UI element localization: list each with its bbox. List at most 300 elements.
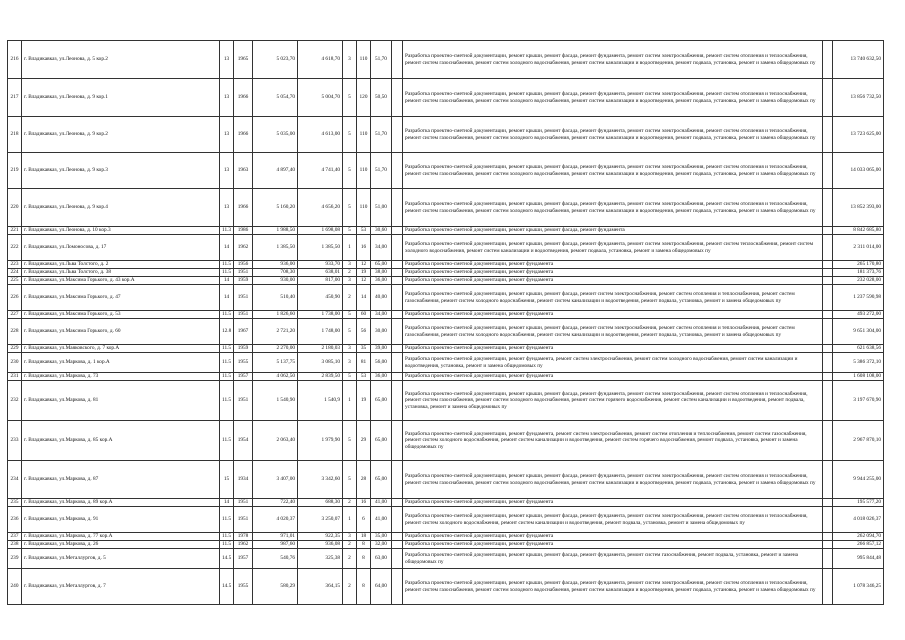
cost-cell: 4 018 026,37 [833, 507, 884, 533]
wear-cell: 51,70 [371, 117, 392, 153]
apartments-cell: 56 [357, 319, 371, 345]
wear-cell: 64,00 [371, 569, 392, 605]
row-number: 232 [8, 381, 22, 421]
address-cell: г. Владикавказ, ул.Ломоносова, д. 17 [22, 235, 220, 261]
table-row [8, 261, 884, 269]
total-area-cell: 5 160,20 [253, 189, 298, 227]
apartments-cell: 60 [357, 311, 371, 319]
year-cell: 1959 [234, 345, 253, 353]
year-cell: 1966 [234, 189, 253, 227]
living-area-cell: 3 085,10 [298, 353, 343, 373]
cost-cell: 181 373,76 [833, 269, 884, 277]
apartments-cell: 8 [357, 541, 371, 549]
table-row [8, 269, 884, 277]
address-cell: г. Владикавказ, ул.Маркова, д. 26 [22, 541, 220, 549]
apartments-cell: 8 [357, 549, 371, 569]
wear-cell: 34,00 [371, 311, 392, 319]
blank-cell [823, 345, 833, 353]
floors-cell: 11.3 [220, 227, 234, 235]
address-cell: г. Владикавказ, ул.Маяковского, д. 7 кор.А [22, 345, 220, 353]
row-number: 222 [8, 235, 22, 261]
address-cell: г. Владикавказ, ул.Маркова, д. 89 кор.А [22, 499, 220, 507]
cost-cell: 995 844,48 [833, 549, 884, 569]
cost-cell: 3 197 670,90 [833, 381, 884, 421]
blank-cell [823, 373, 833, 381]
apartments-cell: 28 [357, 461, 371, 499]
address-cell: г. Владикавказ, ул.Льва Толстого, д. 38 [22, 269, 220, 277]
row-number: 226 [8, 285, 22, 311]
table-row [8, 381, 884, 421]
works-cell: Разработка проектно-сметной документации, ремонт крыши, ремонт фасада, ремонт фундамента, ремонт систем электроснабжения, ремонт систем отопления и теплоснабжения, ремонт систем газоснабжения, ремонт систем холодного водоснабжения, ремонт систем горячего водоснабжения, ремонт систем канализации и водоотведения, ремонт подвала, установка, ремонт и замена общедомовых пу [403, 381, 823, 421]
blank-cell [392, 319, 403, 345]
living-area-cell: 2 180,03 [298, 345, 343, 353]
cost-cell: 232 028,00 [833, 277, 884, 285]
apartments-cell: 12 [357, 277, 371, 285]
row-number: 236 [8, 507, 22, 533]
row-number: 218 [8, 117, 22, 153]
table-row [8, 189, 884, 227]
cost-cell: 262 094,70 [833, 533, 884, 541]
blank-cell [823, 261, 833, 269]
works-cell: Разработка проектно-сметной документации, ремонт крыши, ремонт фасада, ремонт фундамента, ремонт систем электроснабжения, ремонт систем отопления и теплоснабжения, ремонт систем газоснабжения, ремонт систем холодного водоснабжения, ремонт систем канализации и водоотведения, ремонт подвала, установка, ремонт и замена общедомовых пу [403, 41, 823, 79]
year-cell: 1934 [234, 461, 253, 499]
entrances-cell: 5 [343, 373, 357, 381]
floors-cell: 12.8 [220, 319, 234, 345]
cost-cell: 195 577,20 [833, 499, 884, 507]
total-area-cell: 5 023,70 [253, 41, 298, 79]
works-cell: Разработка проектно-сметной документации, ремонт крыши, ремонт фасада, ремонт фундамента, ремонт систем электроснабжения, ремонт систем отопления и теплоснабжения, ремонт систем газоснабжения, ремонт систем холодного водоснабжения, ремонт систем канализации и водоотведения, ремонт подвала, установка, ремонт и замена общедомовых пу [403, 117, 823, 153]
row-number: 237 [8, 533, 22, 541]
year-cell: 1951 [234, 507, 253, 533]
blank-cell [392, 499, 403, 507]
row-number: 239 [8, 549, 22, 569]
works-cell: Разработка проектно-сметной документации, ремонт крыши, ремонт фасада, ремонт фундамента, ремонт систем электроснабжения, ремонт систем отопления и теплоснабжения, ремонт систем холодного водоснабжения, ремонт систем канализации и водоотведения, ремонт подвала, установка, ремонт и замена общедомовых пу [403, 507, 823, 533]
blank-cell [823, 117, 833, 153]
works-cell: Разработка проектно-сметной документации, ремонт фундамента [403, 311, 823, 319]
works-cell: Разработка проектно-сметной документации, ремонт фундамента, ремонт систем электроснабжения, ремонт систем холодного водоснабжения, ремонт систем канализации и водоотведения, установка, ремонт и замена общедомовых пу [403, 353, 823, 373]
wear-cell: 36,00 [371, 373, 392, 381]
wear-cell: 35,00 [371, 533, 392, 541]
works-cell: Разработка проектно-сметной документации, ремонт крыши, ремонт фасада, ремонт фундамента, ремонт систем электроснабжения, ремонт систем отопления и теплоснабжения, ремонт систем газоснабжения, ремонт систем холодного водоснабжения, ремонт систем канализации и водоотведения, ремонт подвала, установка, ремонт и замена общедомовых пу [403, 153, 823, 189]
living-area-cell: 2 839,50 [298, 373, 343, 381]
apartments-cell: 12 [357, 261, 371, 269]
address-cell: г. Владикавказ, ул.Маркова, д. 85 кор.А [22, 421, 220, 461]
blank-cell [392, 569, 403, 605]
wear-cell: 39,00 [371, 345, 392, 353]
apartments-cell: 18 [357, 533, 371, 541]
apartments-cell: 120 [357, 79, 371, 117]
living-area-cell: 1 540,9 [298, 381, 343, 421]
row-number: 221 [8, 227, 22, 235]
entrances-cell: 2 [343, 541, 357, 549]
table-row [8, 235, 884, 261]
entrances-cell: 5 [343, 153, 357, 189]
living-area-cell: 4 613,00 [298, 117, 343, 153]
floors-cell: 14 [220, 235, 234, 261]
address-cell: г. Владикавказ, ул.Леонова, д. 9 кор.3 [22, 153, 220, 189]
blank-cell [392, 117, 403, 153]
table-row [8, 79, 884, 117]
total-area-cell: 722,40 [253, 499, 298, 507]
floors-cell: 13 [220, 153, 234, 189]
cost-cell: 266 857,12 [833, 541, 884, 549]
floors-cell: 13 [220, 41, 234, 79]
total-area-cell: 4 897,40 [253, 153, 298, 189]
living-area-cell: 1 698,08 [298, 227, 343, 235]
blank-cell [823, 285, 833, 311]
year-cell: 1956 [234, 261, 253, 269]
year-cell: 1966 [234, 79, 253, 117]
wear-cell: 30,00 [371, 319, 392, 345]
works-cell: Разработка проектно-сметной документации, ремонт фундамента [403, 277, 823, 285]
year-cell: 1957 [234, 549, 253, 569]
address-cell: г. Владикавказ, ул.Леонова, д. 10 кор.3 [22, 227, 220, 235]
entrances-cell: 3 [343, 277, 357, 285]
table-row [8, 499, 884, 507]
address-cell: г. Владикавказ, ул.Леонова, д. 9 кор.1 [22, 79, 220, 117]
cost-cell: 13 740 632,50 [833, 41, 884, 79]
table-row [8, 311, 884, 319]
total-area-cell: 971,01 [253, 533, 298, 541]
blank-cell [823, 153, 833, 189]
blank-cell [823, 79, 833, 117]
wear-cell: 30,60 [371, 227, 392, 235]
blank-cell [392, 381, 403, 421]
cost-cell: 1 608 108,00 [833, 373, 884, 381]
blank-cell [392, 541, 403, 549]
table-row [8, 569, 884, 605]
year-cell: 1955 [234, 569, 253, 605]
floors-cell: 14.5 [220, 569, 234, 605]
works-cell: Разработка проектно-сметной документации, ремонт фундамента [403, 345, 823, 353]
living-area-cell: 4 741,40 [298, 153, 343, 189]
entrances-cell: 2 [343, 569, 357, 605]
living-area-cell: 3 250,07 [298, 507, 343, 533]
entrances-cell: 3 [343, 533, 357, 541]
works-cell: Разработка проектно-сметной документации, ремонт крыши, ремонт фасада, ремонт систем электроснабжения, ремонт систем отопления и теплоснабжения, ремонт систем газоснабжения, ремонт систем холодного водоснабжения, ремонт систем канализации и водоотведения, ремонт подвала, установка, ремонт и замена общедомовых пу [403, 319, 823, 345]
works-cell: Разработка проектно-сметной документации, ремонт крыши, ремонт фасада, ремонт фундамента, ремонт систем электроснабжения, ремонт систем отопления и теплоснабжения, ремонт систем газоснабжения, ремонт систем холодного водоснабжения, ремонт систем канализации и водоотведения, ремонт подвала, установка, ремонт и замена общедомовых пу [403, 569, 823, 605]
living-area-cell: 922,35 [298, 533, 343, 541]
floors-cell: 11.5 [220, 533, 234, 541]
blank-cell [823, 277, 833, 285]
blank-cell [392, 373, 403, 381]
capital-repair-table [7, 40, 884, 605]
entrances-cell: 5 [343, 189, 357, 227]
address-cell: г. Владикавказ, ул.Максима Горького, д. 60 [22, 319, 220, 345]
wear-cell: 34,00 [371, 235, 392, 261]
row-number: 229 [8, 345, 22, 353]
total-area-cell: 936,00 [253, 261, 298, 269]
floors-cell: 11.5 [220, 311, 234, 319]
address-cell: г. Владикавказ, ул.Маркова, д. 77 кор.А [22, 533, 220, 541]
living-area-cell: 1 385,50 [298, 235, 343, 261]
works-cell: Разработка проектно-сметной документации, ремонт крыши, ремонт фасада, ремонт фундамента [403, 227, 823, 235]
table-row [8, 373, 884, 381]
table-row [8, 227, 884, 235]
floors-cell: 13 [220, 189, 234, 227]
wear-cell: 32,00 [371, 541, 392, 549]
entrances-cell: 1 [343, 507, 357, 533]
apartments-cell: 110 [357, 117, 371, 153]
table-row [8, 345, 884, 353]
blank-cell [823, 533, 833, 541]
year-cell: 1963 [234, 153, 253, 189]
blank-cell [392, 79, 403, 117]
works-cell: Разработка проектно-сметной документации, ремонт крыши, ремонт фасада, ремонт фундамента, ремонт систем электроснабжения, ремонт систем отопления и теплоснабжения, ремонт систем газоснабжения, ремонт систем холодного водоснабжения, ремонт систем канализации и водоотведения, ремонт подвала, установка, ремонт и замена общедомовых пу [403, 189, 823, 227]
apartments-cell: 29 [357, 421, 371, 461]
total-area-cell: 4 020,37 [253, 507, 298, 533]
blank-cell [823, 319, 833, 345]
living-area-cell: 688,30 [298, 499, 343, 507]
address-cell: г. Владикавказ, ул.Металлургов, д. 5 [22, 549, 220, 569]
year-cell: 1978 [234, 533, 253, 541]
row-number: 230 [8, 353, 22, 373]
blank-cell [392, 311, 403, 319]
year-cell: 1951 [234, 269, 253, 277]
wear-cell: 36,00 [371, 277, 392, 285]
blank-cell [392, 277, 403, 285]
address-cell: г. Владикавказ, ул.Маркова, д. 1 кор.А [22, 353, 220, 373]
table-row [8, 461, 884, 499]
address-cell: г. Владикавказ, ул.Леонова, д. 9 кор.2 [22, 117, 220, 153]
wear-cell: 63,00 [371, 549, 392, 569]
year-cell: 1962 [234, 235, 253, 261]
living-area-cell: 933,70 [298, 261, 343, 269]
floors-cell: 11.5 [220, 373, 234, 381]
blank-cell [823, 353, 833, 373]
year-cell: 1955 [234, 353, 253, 373]
works-cell: Разработка проектно-сметной документации, ремонт фундамента [403, 373, 823, 381]
cost-cell: 13 852 393,00 [833, 189, 884, 227]
blank-cell [823, 311, 833, 319]
blank-cell [823, 569, 833, 605]
blank-cell [823, 461, 833, 499]
works-cell: Разработка проектно-сметной документации, ремонт крыши, ремонт фасада, ремонт фундамента, ремонт систем электроснабжения, ремонт систем теплоснабжения, ремонт систем холодного водоснабжения, ремонт систем канализации и водоотведения, ремонт подвала, установка, ремонт и замена общедомовых пу [403, 235, 823, 261]
year-cell: 1951 [234, 381, 253, 421]
total-area-cell: 4 062,50 [253, 373, 298, 381]
entrances-cell: 2 [343, 285, 357, 311]
blank-cell [392, 549, 403, 569]
entrances-cell: 2 [343, 549, 357, 569]
blank-cell [823, 235, 833, 261]
cost-cell: 13 723 625,00 [833, 117, 884, 153]
wear-cell: 65,00 [371, 381, 392, 421]
table-row [8, 277, 884, 285]
living-area-cell: 364,15 [298, 569, 343, 605]
total-area-cell: 708,30 [253, 269, 298, 277]
row-number: 224 [8, 269, 22, 277]
table-row [8, 285, 884, 311]
entrances-cell: 5 [343, 311, 357, 319]
cost-cell: 2 311 014,00 [833, 235, 884, 261]
works-cell: Разработка проектно-сметной документации, ремонт крыши, ремонт фасада, ремонт фундамента, ремонт систем электроснабжения, ремонт систем отопления и теплоснабжения, ремонт систем газоснабжения, ремонт систем холодного водоснабжения, ремонт систем канализации и водоотведения, ремонт подвала, установка, ремонт и замена общедомовых пу [403, 461, 823, 499]
wear-cell: 56,00 [371, 353, 392, 373]
table-row [8, 353, 884, 373]
row-number: 219 [8, 153, 22, 189]
apartments-cell: 53 [357, 373, 371, 381]
cost-cell: 8 842 685,80 [833, 227, 884, 235]
table-row [8, 421, 884, 461]
floors-cell: 15 [220, 461, 234, 499]
works-cell: Разработка проектно-сметной документации, ремонт фундамента [403, 541, 823, 549]
works-cell: Разработка проектно-сметной документации, ремонт фундамента [403, 261, 823, 269]
table-row [8, 541, 884, 549]
table-row [8, 319, 884, 345]
blank-cell [392, 345, 403, 353]
year-cell: 1966 [234, 117, 253, 153]
apartments-cell: 16 [357, 235, 371, 261]
blank-cell [823, 227, 833, 235]
apartments-cell: 8 [357, 569, 371, 605]
living-area-cell: 936,08 [298, 541, 343, 549]
total-area-cell: 5 054,70 [253, 79, 298, 117]
table-row [8, 549, 884, 569]
blank-cell [823, 549, 833, 569]
blank-cell [392, 461, 403, 499]
entrances-cell: 1 [343, 381, 357, 421]
entrances-cell: 5 [343, 461, 357, 499]
total-area-cell: 580,29 [253, 569, 298, 605]
cost-cell: 1 237 590,98 [833, 285, 884, 311]
works-cell: Разработка проектно-сметной документации, ремонт фундамента, ремонт систем электроснабжения, ремонт систем отопления и теплоснабжения, ремонт систем газоснабжения, ремонт систем холодного водоснабжения, ремонт систем канализации и водоотведения, ремонт систем горячего водоснабжения, ремонт подвала, установка, ремонт и замена общедомовых пу [403, 421, 823, 461]
row-number: 231 [8, 373, 22, 381]
floors-cell: 13 [220, 79, 234, 117]
address-cell: г. Владикавказ, ул.Леонова, д. 9 кор.4 [22, 189, 220, 227]
entrances-cell: 5 [343, 79, 357, 117]
entrances-cell: 3 [343, 353, 357, 373]
wear-cell: 51,00 [371, 189, 392, 227]
works-cell: Разработка проектно-сметной документации, ремонт фундамента [403, 533, 823, 541]
entrances-cell: 2 [343, 269, 357, 277]
row-number: 233 [8, 421, 22, 461]
total-area-cell: 1 988,50 [253, 227, 298, 235]
row-number: 225 [8, 277, 22, 285]
table-row [8, 507, 884, 533]
blank-cell [392, 235, 403, 261]
living-area-cell: 1 738,00 [298, 311, 343, 319]
year-cell: 1962 [234, 541, 253, 549]
entrances-cell: 3 [343, 41, 357, 79]
address-cell: г. Владикавказ, ул.Маркова, д. 91 [22, 507, 220, 533]
blank-cell [392, 261, 403, 269]
year-cell: 1954 [234, 421, 253, 461]
total-area-cell: 1 385,50 [253, 235, 298, 261]
living-area-cell: 325,38 [298, 549, 343, 569]
total-area-cell: 5 137,75 [253, 353, 298, 373]
row-number: 227 [8, 311, 22, 319]
floors-cell: 11.5 [220, 353, 234, 373]
floors-cell: 13 [220, 117, 234, 153]
floors-cell: 11.5 [220, 421, 234, 461]
entrances-cell: 2 [343, 499, 357, 507]
wear-cell: 41,00 [371, 499, 392, 507]
floors-cell: 11.5 [220, 269, 234, 277]
living-area-cell: 5 004,70 [298, 79, 343, 117]
year-cell: 1967 [234, 319, 253, 345]
year-cell: 1965 [234, 41, 253, 79]
table-row [8, 533, 884, 541]
cost-cell: 13 856 732,50 [833, 79, 884, 117]
table-row [8, 117, 884, 153]
row-number: 217 [8, 79, 22, 117]
entrances-cell: 5 [343, 421, 357, 461]
blank-cell [392, 421, 403, 461]
living-area-cell: 4 656,20 [298, 189, 343, 227]
apartments-cell: 6 [357, 507, 371, 533]
address-cell: г. Владикавказ, ул.Маркова, д. 73 [22, 373, 220, 381]
works-cell: Разработка проектно-сметной документации, ремонт крыши, ремонт фасада, ремонт фундамента, ремонт систем газоснабжения, ремонт подвала, установка, ремонт и замена общедомовых пу [403, 549, 823, 569]
apartments-cell: 110 [357, 41, 371, 79]
floors-cell: 11.5 [220, 381, 234, 421]
wear-cell: 65,00 [371, 421, 392, 461]
apartments-cell: 35 [357, 345, 371, 353]
blank-cell [823, 507, 833, 533]
table-row [8, 41, 884, 79]
row-number: 234 [8, 461, 22, 499]
blank-cell [823, 381, 833, 421]
blank-cell [823, 541, 833, 549]
blank-cell [392, 41, 403, 79]
blank-cell [392, 285, 403, 311]
total-area-cell: 540,76 [253, 549, 298, 569]
living-area-cell: 1 748,00 [298, 319, 343, 345]
living-area-cell: 3 342,60 [298, 461, 343, 499]
works-cell: Разработка проектно-сметной документации, ремонт фундамента [403, 269, 823, 277]
address-cell: г. Владикавказ, ул.Максима Горького, д. 53 [22, 311, 220, 319]
total-area-cell: 987,60 [253, 541, 298, 549]
cost-cell: 265 170,80 [833, 261, 884, 269]
row-number: 240 [8, 569, 22, 605]
address-cell: г. Владикавказ, ул.Маркова, д. 81 [22, 381, 220, 421]
year-cell: 1951 [234, 311, 253, 319]
total-area-cell: 2 270,00 [253, 345, 298, 353]
total-area-cell: 2 063,40 [253, 421, 298, 461]
entrances-cell: 3 [343, 261, 357, 269]
cost-cell: 5 386 372,10 [833, 353, 884, 373]
living-area-cell: 450,90 [298, 285, 343, 311]
entrances-cell: 3 [343, 345, 357, 353]
works-cell: Разработка проектно-сметной документации, ремонт крыши, ремонт фасада, ремонт фундамента, ремонт систем электроснабжения, ремонт систем отопления и теплоснабжения, ремонт систем газоснабжения, ремонт систем холодного водоснабжения, ремонт систем канализации и водоотведения, ремонт подвала, установка, ремонт и замена общедомовых пу [403, 79, 823, 117]
blank-cell [823, 421, 833, 461]
total-area-cell: 510,40 [253, 285, 298, 311]
living-area-cell: 638,01 [298, 269, 343, 277]
wear-cell: 65,00 [371, 261, 392, 269]
total-area-cell: 930,00 [253, 277, 298, 285]
apartments-cell: 19 [357, 381, 371, 421]
year-cell: 1959 [234, 277, 253, 285]
year-cell: 1957 [234, 373, 253, 381]
entrances-cell: 5 [343, 117, 357, 153]
cost-cell: 9 651 304,00 [833, 319, 884, 345]
blank-cell [392, 533, 403, 541]
apartments-cell: 110 [357, 153, 371, 189]
blank-cell [823, 499, 833, 507]
floors-cell: 11.5 [220, 261, 234, 269]
cost-cell: 493 272,00 [833, 311, 884, 319]
total-area-cell: 5 035,00 [253, 117, 298, 153]
row-number: 228 [8, 319, 22, 345]
total-area-cell: 1 826,60 [253, 311, 298, 319]
floors-cell: 14 [220, 499, 234, 507]
address-cell: г. Владикавказ, ул.Леонова, д. 5 кор.2 [22, 41, 220, 79]
blank-cell [392, 153, 403, 189]
wear-cell: 65,00 [371, 461, 392, 499]
address-cell: г. Владикавказ, ул.Максима Горького, д. 47 [22, 285, 220, 311]
entrances-cell: 5 [343, 227, 357, 235]
address-cell: г. Владикавказ, ул.Льва Толстого, д. 2 [22, 261, 220, 269]
works-cell: Разработка проектно-сметной документации, ремонт фундамента [403, 499, 823, 507]
entrances-cell: 5 [343, 319, 357, 345]
